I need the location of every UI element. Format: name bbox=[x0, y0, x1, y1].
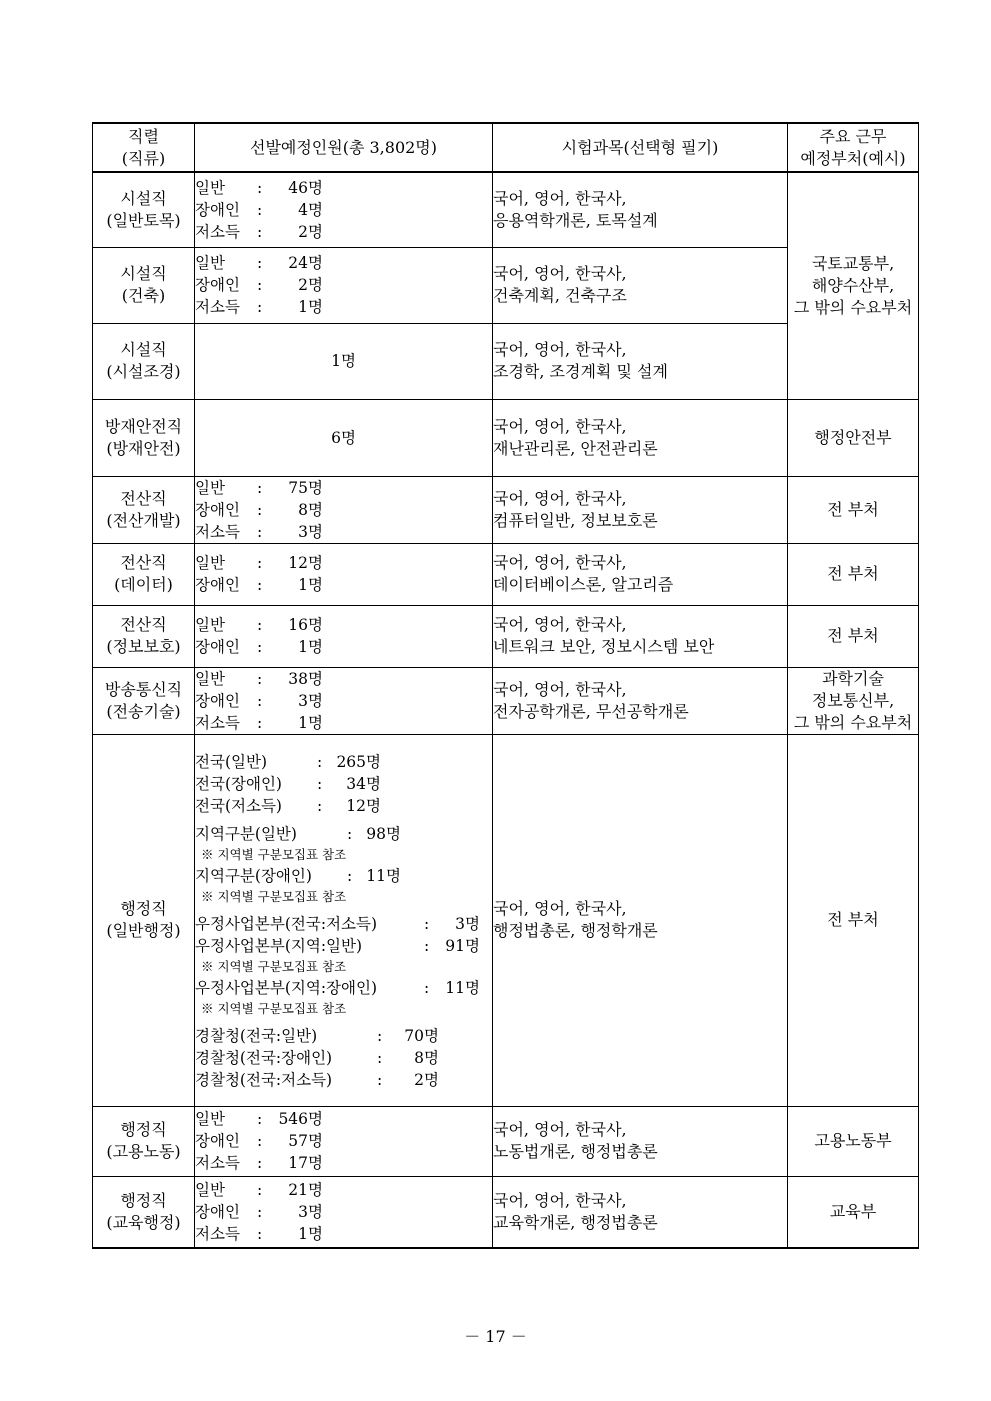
quota-colon: : bbox=[257, 500, 263, 519]
job-cell bbox=[93, 543, 195, 605]
table-row bbox=[93, 172, 919, 247]
text-line: 전산직 bbox=[120, 615, 167, 634]
quota-category: 전국(저소득) bbox=[195, 797, 282, 815]
quota-count: 46명 bbox=[288, 178, 323, 197]
text-line: 조경학, 조경계획 및 설계 bbox=[493, 362, 668, 381]
quota-colon: : bbox=[257, 276, 263, 294]
quota-category: 장애인 bbox=[195, 691, 240, 710]
quota-colon: : bbox=[257, 478, 263, 497]
quota-count: 3명 bbox=[298, 691, 323, 710]
quota-colon: : bbox=[424, 979, 430, 997]
department-cell bbox=[788, 667, 919, 734]
quota-count: 1명 bbox=[298, 713, 323, 732]
text-line: 국어, 영어, 한국사, bbox=[493, 553, 627, 572]
text-line: 국토교통부, bbox=[811, 253, 895, 273]
text-line: 전 부처 bbox=[827, 910, 879, 929]
subjects-cell bbox=[493, 543, 788, 605]
subjects-cell bbox=[493, 734, 788, 1106]
quota-line bbox=[195, 712, 492, 734]
table-row bbox=[93, 399, 919, 476]
quota-count: 3명 bbox=[455, 915, 480, 933]
table-row bbox=[93, 605, 919, 667]
quota-category: 저소득 bbox=[195, 222, 240, 241]
text-line: 국어, 영어, 한국사, bbox=[493, 416, 627, 436]
quota-count: 2명 bbox=[298, 276, 323, 294]
quota-colon: : bbox=[257, 691, 263, 710]
quota-colon: : bbox=[347, 825, 353, 843]
text-line: (건축) bbox=[121, 286, 166, 305]
quota-count: 34명 bbox=[346, 775, 381, 793]
quota-cell bbox=[195, 247, 493, 323]
text-line: 네트워크 보안, 정보시스템 보안 bbox=[493, 637, 715, 656]
admin-quota-line bbox=[195, 795, 492, 817]
text-line: 응용역학개론, 토목설계 bbox=[493, 210, 658, 230]
department-cell bbox=[788, 1176, 919, 1248]
department-cell bbox=[788, 476, 919, 543]
quota-category: 저소득 bbox=[195, 1154, 240, 1172]
quota-colon: : bbox=[317, 797, 323, 815]
subjects-cell bbox=[493, 323, 788, 399]
quota-colon: : bbox=[317, 753, 323, 771]
reference-note: ※ 지역별 구분모집표 참조 bbox=[201, 847, 347, 862]
subjects-cell bbox=[493, 1176, 788, 1248]
text-line: 노동법개론, 행정법총론 bbox=[493, 1142, 658, 1161]
quota-category: 일반 bbox=[195, 616, 225, 634]
admin-quota-line bbox=[195, 823, 492, 845]
quota-category: 일반 bbox=[195, 554, 225, 572]
quota-line bbox=[195, 1152, 492, 1174]
quota-cell bbox=[195, 1176, 493, 1248]
text-line: 행정안전부 bbox=[814, 427, 892, 447]
quota-cell bbox=[195, 543, 493, 605]
quota-category: 저소득 bbox=[195, 298, 240, 316]
quota-line bbox=[195, 574, 492, 596]
text-line: 행정직 bbox=[120, 899, 167, 918]
quota-colon: : bbox=[257, 616, 263, 634]
reference-note: ※ 지역별 구분모집표 참조 bbox=[201, 959, 347, 974]
quota-category: 저소득 bbox=[195, 522, 240, 541]
quota-colon: : bbox=[257, 1180, 263, 1199]
quota-category: 장애인 bbox=[195, 638, 240, 656]
admin-quota-line bbox=[195, 935, 492, 957]
quota-colon: : bbox=[257, 178, 263, 197]
subjects-cell bbox=[493, 172, 788, 247]
text-line: 건축계획, 건축구조 bbox=[493, 286, 627, 305]
text-line: 행정직 bbox=[120, 1190, 167, 1210]
job-cell bbox=[93, 734, 195, 1106]
quota-count: 98명 bbox=[366, 825, 401, 843]
department-cell bbox=[788, 734, 919, 1106]
text-line: 전 부처 bbox=[827, 626, 879, 645]
quota-category: 장애인 bbox=[195, 576, 240, 594]
quota-count: 91명 bbox=[445, 937, 480, 955]
job-cell bbox=[93, 247, 195, 323]
quota-count: 546명 bbox=[278, 1110, 323, 1128]
text-line: 예정부처(예시) bbox=[800, 148, 906, 168]
header-department bbox=[788, 123, 919, 172]
department-cell bbox=[788, 399, 919, 476]
text-line: 행정법총론, 행정학개론 bbox=[493, 921, 658, 940]
quota-line bbox=[195, 199, 492, 221]
quota-count: 11명 bbox=[366, 867, 401, 885]
text-line: 재난관리론, 안전관리론 bbox=[493, 438, 658, 458]
admin-quota-line bbox=[195, 1025, 492, 1047]
header-quota: 선발예정인원(총 3,802명) bbox=[195, 123, 493, 172]
text-line: 전자공학개론, 무선공학개론 bbox=[493, 701, 689, 721]
text-line: (일반토목) bbox=[106, 210, 181, 230]
subjects-cell bbox=[493, 605, 788, 667]
quota-category: 저소득 bbox=[195, 1224, 240, 1243]
quota-line bbox=[195, 1179, 492, 1201]
quota-category: 경찰청(전국:장애인) bbox=[195, 1049, 333, 1067]
table-row bbox=[93, 476, 919, 543]
quota-line bbox=[195, 521, 492, 543]
table-row bbox=[93, 734, 919, 1106]
quota-category: 저소득 bbox=[195, 713, 240, 732]
quota-count: 16명 bbox=[288, 616, 323, 634]
quota-cell bbox=[195, 1106, 493, 1176]
quota-category: 장애인 bbox=[195, 1202, 240, 1221]
quota-cell bbox=[195, 605, 493, 667]
quota-count: 12명 bbox=[288, 554, 323, 572]
text-line: (방재안전) bbox=[106, 438, 181, 458]
quota-category: 장애인 bbox=[195, 276, 240, 294]
text-line: (전송기술) bbox=[106, 701, 181, 721]
quota-cell: 1명 bbox=[195, 323, 493, 399]
quota-count: 1명 bbox=[298, 298, 323, 316]
quota-category: 전국(일반) bbox=[195, 753, 267, 771]
text-line: 시설직 bbox=[120, 264, 167, 283]
quota-colon: : bbox=[257, 713, 263, 732]
quota-line bbox=[195, 221, 492, 243]
department-cell bbox=[788, 1106, 919, 1176]
admin-quota-line bbox=[195, 1047, 492, 1069]
text-line: 교육학개론, 행정법총론 bbox=[493, 1212, 658, 1232]
quota-category: 우정사업본부(지역:일반) bbox=[195, 937, 363, 955]
quota-count: 12명 bbox=[346, 797, 381, 815]
quota-count: 3명 bbox=[298, 522, 323, 541]
quota-line bbox=[195, 668, 492, 690]
text-line: (고용노동) bbox=[106, 1142, 181, 1161]
quota-colon: : bbox=[257, 1154, 263, 1172]
table-row bbox=[93, 543, 919, 605]
quota-colon: : bbox=[257, 298, 263, 316]
table-row bbox=[93, 1176, 919, 1248]
quota-line bbox=[195, 477, 492, 499]
department-cell-merged bbox=[788, 172, 919, 399]
quota-count: 17명 bbox=[288, 1154, 323, 1172]
header-subjects: 시험과목(선택형 필기) bbox=[493, 123, 788, 172]
quota-cell bbox=[195, 476, 493, 543]
table-header-row bbox=[93, 123, 919, 172]
quota-colon: : bbox=[347, 867, 353, 885]
job-cell bbox=[93, 399, 195, 476]
quota-count: 2명 bbox=[298, 222, 323, 241]
quota-count: 3명 bbox=[298, 1202, 323, 1221]
quota-line bbox=[195, 1130, 492, 1152]
text-line: (데이터) bbox=[114, 575, 173, 594]
quota-category: 지역구분(장애인) bbox=[195, 867, 312, 885]
text-line: 국어, 영어, 한국사, bbox=[493, 188, 627, 208]
text-line: 국어, 영어, 한국사, bbox=[493, 615, 627, 634]
quota-colon: : bbox=[257, 200, 263, 219]
reference-note: ※ 지역별 구분모집표 참조 bbox=[201, 889, 347, 904]
quota-line bbox=[195, 636, 492, 658]
text-line: 국어, 영어, 한국사, bbox=[493, 899, 627, 918]
page-number: － 17 － bbox=[464, 1327, 527, 1346]
quota-colon: : bbox=[377, 1027, 383, 1045]
quota-line bbox=[195, 499, 492, 521]
quota-colon: : bbox=[424, 937, 430, 955]
text-line: 컴퓨터일반, 정보보호론 bbox=[493, 510, 658, 530]
text-line: 주요 근무 bbox=[819, 126, 887, 146]
admin-quota-line bbox=[195, 751, 492, 773]
quota-count: 1명 bbox=[298, 638, 323, 656]
quota-cell: 6명 bbox=[195, 399, 493, 476]
quota-line bbox=[195, 552, 492, 574]
text-line: 전산직 bbox=[120, 488, 167, 508]
quota-count: 1명 bbox=[298, 576, 323, 594]
department-cell bbox=[788, 605, 919, 667]
quota-colon: : bbox=[257, 669, 263, 688]
admin-quota-line bbox=[195, 865, 492, 887]
text-line: 전 부처 bbox=[827, 564, 879, 583]
admin-quota-line bbox=[195, 977, 492, 999]
quota-category: 일반 bbox=[195, 254, 225, 272]
quota-count: 24명 bbox=[288, 254, 323, 272]
quota-count: 8명 bbox=[414, 1049, 439, 1067]
subjects-cell bbox=[493, 1106, 788, 1176]
job-cell bbox=[93, 476, 195, 543]
text-line: 국어, 영어, 한국사, bbox=[493, 488, 627, 508]
text-line: 정보통신부, bbox=[811, 690, 895, 710]
text-line: 과학기술 bbox=[822, 668, 884, 688]
department-cell bbox=[788, 543, 919, 605]
text-line: (일반행정) bbox=[106, 921, 181, 940]
quota-category: 일반 bbox=[195, 478, 225, 497]
job-cell bbox=[93, 605, 195, 667]
text-line: (교육행정) bbox=[106, 1212, 181, 1232]
text-line: (직류) bbox=[121, 148, 166, 168]
quota-colon: : bbox=[257, 222, 263, 241]
text-line: (전산개발) bbox=[106, 510, 181, 530]
quota-line bbox=[195, 1201, 492, 1223]
text-line: 고용노동부 bbox=[814, 1131, 892, 1150]
quota-line bbox=[195, 252, 492, 274]
subjects-cell bbox=[493, 399, 788, 476]
reference-note: ※ 지역별 구분모집표 참조 bbox=[201, 1001, 347, 1016]
quota-count: 75명 bbox=[288, 478, 323, 497]
quota-category: 경찰청(전국:일반) bbox=[195, 1027, 318, 1045]
quota-colon: : bbox=[257, 554, 263, 572]
quota-line bbox=[195, 1108, 492, 1130]
quota-category: 일반 bbox=[195, 1110, 225, 1128]
text-line: 국어, 영어, 한국사, bbox=[493, 1190, 627, 1210]
quota-category: 지역구분(일반) bbox=[195, 825, 297, 843]
quota-colon: : bbox=[257, 522, 263, 541]
text-line: 시설직 bbox=[120, 340, 167, 359]
quota-colon: : bbox=[257, 1224, 263, 1243]
text-line: 해양수산부, bbox=[811, 275, 895, 295]
admin-quota-cell bbox=[195, 734, 493, 1106]
text-line: 방재안전직 bbox=[104, 416, 183, 436]
quota-line bbox=[195, 274, 492, 296]
subjects-cell bbox=[493, 667, 788, 734]
quota-category: 우정사업본부(지역:장애인) bbox=[195, 979, 378, 997]
quota-count: 57명 bbox=[288, 1132, 323, 1150]
subjects-cell bbox=[493, 476, 788, 543]
quota-category: 일반 bbox=[195, 178, 225, 197]
job-cell bbox=[93, 1106, 195, 1176]
admin-quota-line bbox=[195, 913, 492, 935]
admin-quota-line bbox=[195, 773, 492, 795]
quota-category: 경찰청(전국:저소득) bbox=[195, 1071, 333, 1089]
text-line: 직렬 bbox=[128, 126, 159, 146]
job-cell bbox=[93, 172, 195, 247]
quota-line bbox=[195, 177, 492, 199]
text-line: 국어, 영어, 한국사, bbox=[493, 679, 627, 699]
text-line: 행정직 bbox=[120, 1120, 167, 1139]
quota-count: 70명 bbox=[404, 1027, 439, 1045]
quota-category: 우정사업본부(전국:저소득) bbox=[195, 915, 378, 933]
quota-cell bbox=[195, 667, 493, 734]
text-line: 국어, 영어, 한국사, bbox=[493, 340, 627, 359]
quota-colon: : bbox=[257, 1202, 263, 1221]
quota-line bbox=[195, 296, 492, 318]
recruitment-table bbox=[92, 122, 919, 1249]
quota-line bbox=[195, 690, 492, 712]
quota-category: 일반 bbox=[195, 669, 225, 688]
quota-category: 장애인 bbox=[195, 500, 240, 519]
text-line: 전 부처 bbox=[827, 499, 879, 519]
text-line: 교육부 bbox=[829, 1201, 877, 1221]
header-job-series bbox=[93, 123, 195, 172]
quota-category: 전국(장애인) bbox=[195, 775, 282, 793]
job-cell bbox=[93, 1176, 195, 1248]
text-line: 그 밖의 수요부처 bbox=[793, 297, 913, 317]
quota-line bbox=[195, 614, 492, 636]
text-line: 국어, 영어, 한국사, bbox=[493, 1120, 627, 1139]
admin-group-regional bbox=[195, 823, 492, 907]
quota-colon: : bbox=[317, 775, 323, 793]
quota-colon: : bbox=[377, 1071, 383, 1089]
quota-category: 장애인 bbox=[195, 200, 240, 219]
quota-line bbox=[195, 1223, 492, 1245]
job-cell bbox=[93, 323, 195, 399]
admin-quota-line bbox=[195, 1069, 492, 1091]
text-line: 데이터베이스론, 알고리즘 bbox=[493, 575, 674, 594]
table-row bbox=[93, 1106, 919, 1176]
quota-count: 4명 bbox=[298, 200, 323, 219]
quota-colon: : bbox=[257, 638, 263, 656]
admin-group-postal bbox=[195, 913, 492, 1019]
text-line: (정보보호) bbox=[106, 637, 181, 656]
text-line: 그 밖의 수요부처 bbox=[793, 712, 913, 732]
quota-colon: : bbox=[257, 1110, 263, 1128]
text-line: 전산직 bbox=[120, 553, 167, 572]
quota-count: 1명 bbox=[298, 1224, 323, 1243]
quota-category: 장애인 bbox=[195, 1132, 240, 1150]
admin-group-national bbox=[195, 751, 492, 817]
text-line: 시설직 bbox=[120, 188, 167, 208]
quota-count: 2명 bbox=[414, 1071, 439, 1089]
subjects-cell bbox=[493, 247, 788, 323]
text-line: (시설조경) bbox=[106, 362, 181, 381]
quota-count: 265명 bbox=[336, 753, 381, 771]
table-row bbox=[93, 667, 919, 734]
quota-cell bbox=[195, 172, 493, 247]
text-line: 방송통신직 bbox=[104, 679, 183, 699]
quota-count: 8명 bbox=[298, 500, 323, 519]
quota-count: 21명 bbox=[288, 1180, 323, 1199]
job-cell bbox=[93, 667, 195, 734]
text-line: 국어, 영어, 한국사, bbox=[493, 264, 627, 283]
quota-colon: : bbox=[257, 1132, 263, 1150]
quota-colon: : bbox=[257, 576, 263, 594]
quota-colon: : bbox=[424, 915, 430, 933]
quota-colon: : bbox=[257, 254, 263, 272]
quota-colon: : bbox=[377, 1049, 383, 1067]
quota-category: 일반 bbox=[195, 1180, 225, 1199]
admin-group-police bbox=[195, 1025, 492, 1091]
quota-count: 11명 bbox=[445, 979, 480, 997]
quota-count: 38명 bbox=[288, 669, 323, 688]
